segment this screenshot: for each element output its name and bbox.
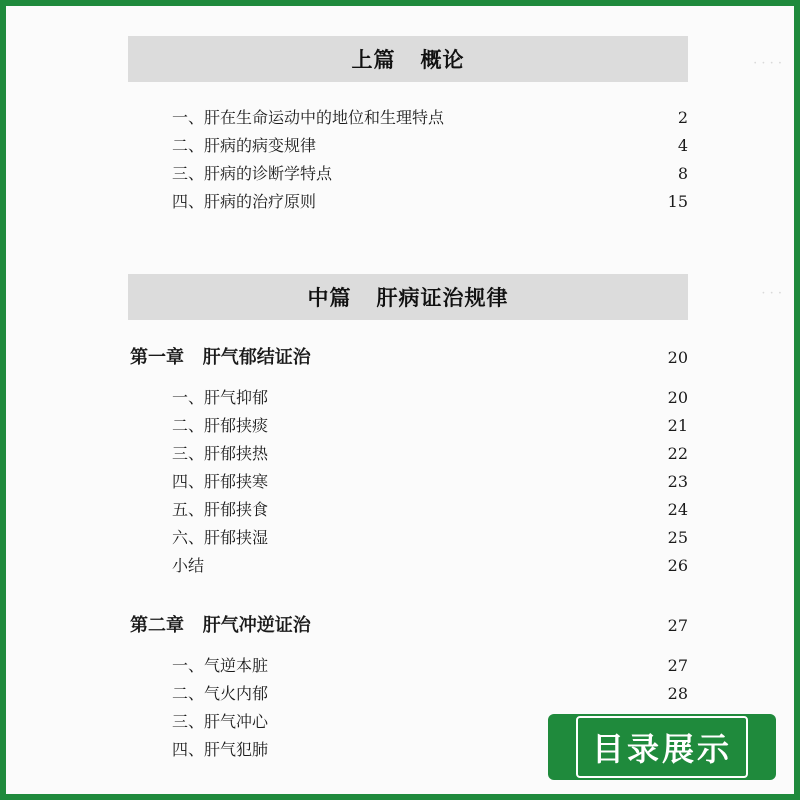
toc-entry[interactable]: [6, 188, 794, 216]
entry-label: 四、肝病的治疗原则: [172, 192, 317, 211]
entry-page: 25: [667, 528, 688, 547]
toc-entry[interactable]: [6, 552, 794, 580]
entry-page: 21: [667, 416, 688, 435]
entry-page: 23: [667, 472, 688, 491]
entry-label: 六、肝郁挟湿: [172, 528, 269, 547]
entry-label: 四、肝气犯肺: [172, 740, 269, 759]
toc-entry[interactable]: [6, 440, 794, 468]
toc-entry[interactable]: [6, 412, 794, 440]
part-title: 中篇 肝病证治规律: [307, 285, 509, 310]
entry-page: 24: [667, 500, 688, 519]
toc-entry[interactable]: [6, 524, 794, 552]
toc-entry[interactable]: [6, 468, 794, 496]
entry-label: 二、肝病的病变规律: [172, 136, 317, 155]
toc-entry[interactable]: [6, 132, 794, 160]
toc-entry[interactable]: [6, 652, 794, 680]
entry-label: 三、肝郁挟热: [172, 444, 269, 463]
toc-entry[interactable]: [6, 680, 794, 708]
toc-entry[interactable]: [6, 104, 794, 132]
chapter-label: 第一章 肝气郁结证治: [130, 347, 311, 368]
entry-label: 四、肝郁挟寒: [172, 472, 269, 491]
entry-page: 28: [667, 684, 688, 703]
entry-page: 20: [667, 388, 688, 407]
toc-entry[interactable]: [6, 160, 794, 188]
entry-label: 二、气火内郁: [172, 684, 269, 703]
entry-label: 一、肝气抑郁: [172, 388, 269, 407]
entry-page: 4: [677, 136, 688, 155]
toc-preview-badge: [548, 714, 776, 780]
toc-chapter[interactable]: [6, 344, 794, 372]
toc-entry[interactable]: [6, 384, 794, 412]
entry-label: 五、肝郁挟食: [172, 500, 269, 519]
entry-page: 15: [667, 192, 688, 211]
chapter-label: 第二章 肝气冲逆证治: [130, 615, 311, 636]
toc-entry[interactable]: [6, 496, 794, 524]
entry-page: 26: [667, 556, 688, 575]
entry-label: 三、肝气冲心: [172, 712, 269, 731]
entry-label: 一、肝在生命运动中的地位和生理特点: [172, 108, 445, 127]
badge-label: 目录展示: [576, 716, 748, 778]
bleed-through-text: · · ·: [761, 286, 782, 301]
toc-page: [6, 6, 794, 794]
entry-page: 27: [667, 656, 688, 675]
entry-label: 一、气逆本脏: [172, 656, 269, 675]
entry-page: 2: [677, 108, 688, 127]
entry-label: 小结: [172, 556, 205, 575]
entry-page: 8: [677, 164, 688, 183]
entry-page: 22: [667, 444, 688, 463]
toc-chapter[interactable]: [6, 612, 794, 640]
bleed-through-text: · · · ·: [753, 56, 782, 71]
entry-page: 20: [667, 348, 688, 367]
part-header-overview: [128, 36, 688, 82]
entry-label: 三、肝病的诊断学特点: [172, 164, 333, 183]
part-header-syndromes: [128, 274, 688, 320]
entry-label: 二、肝郁挟痰: [172, 416, 269, 435]
part-title: 上篇 概论: [351, 47, 465, 72]
entry-page: 27: [667, 616, 688, 635]
